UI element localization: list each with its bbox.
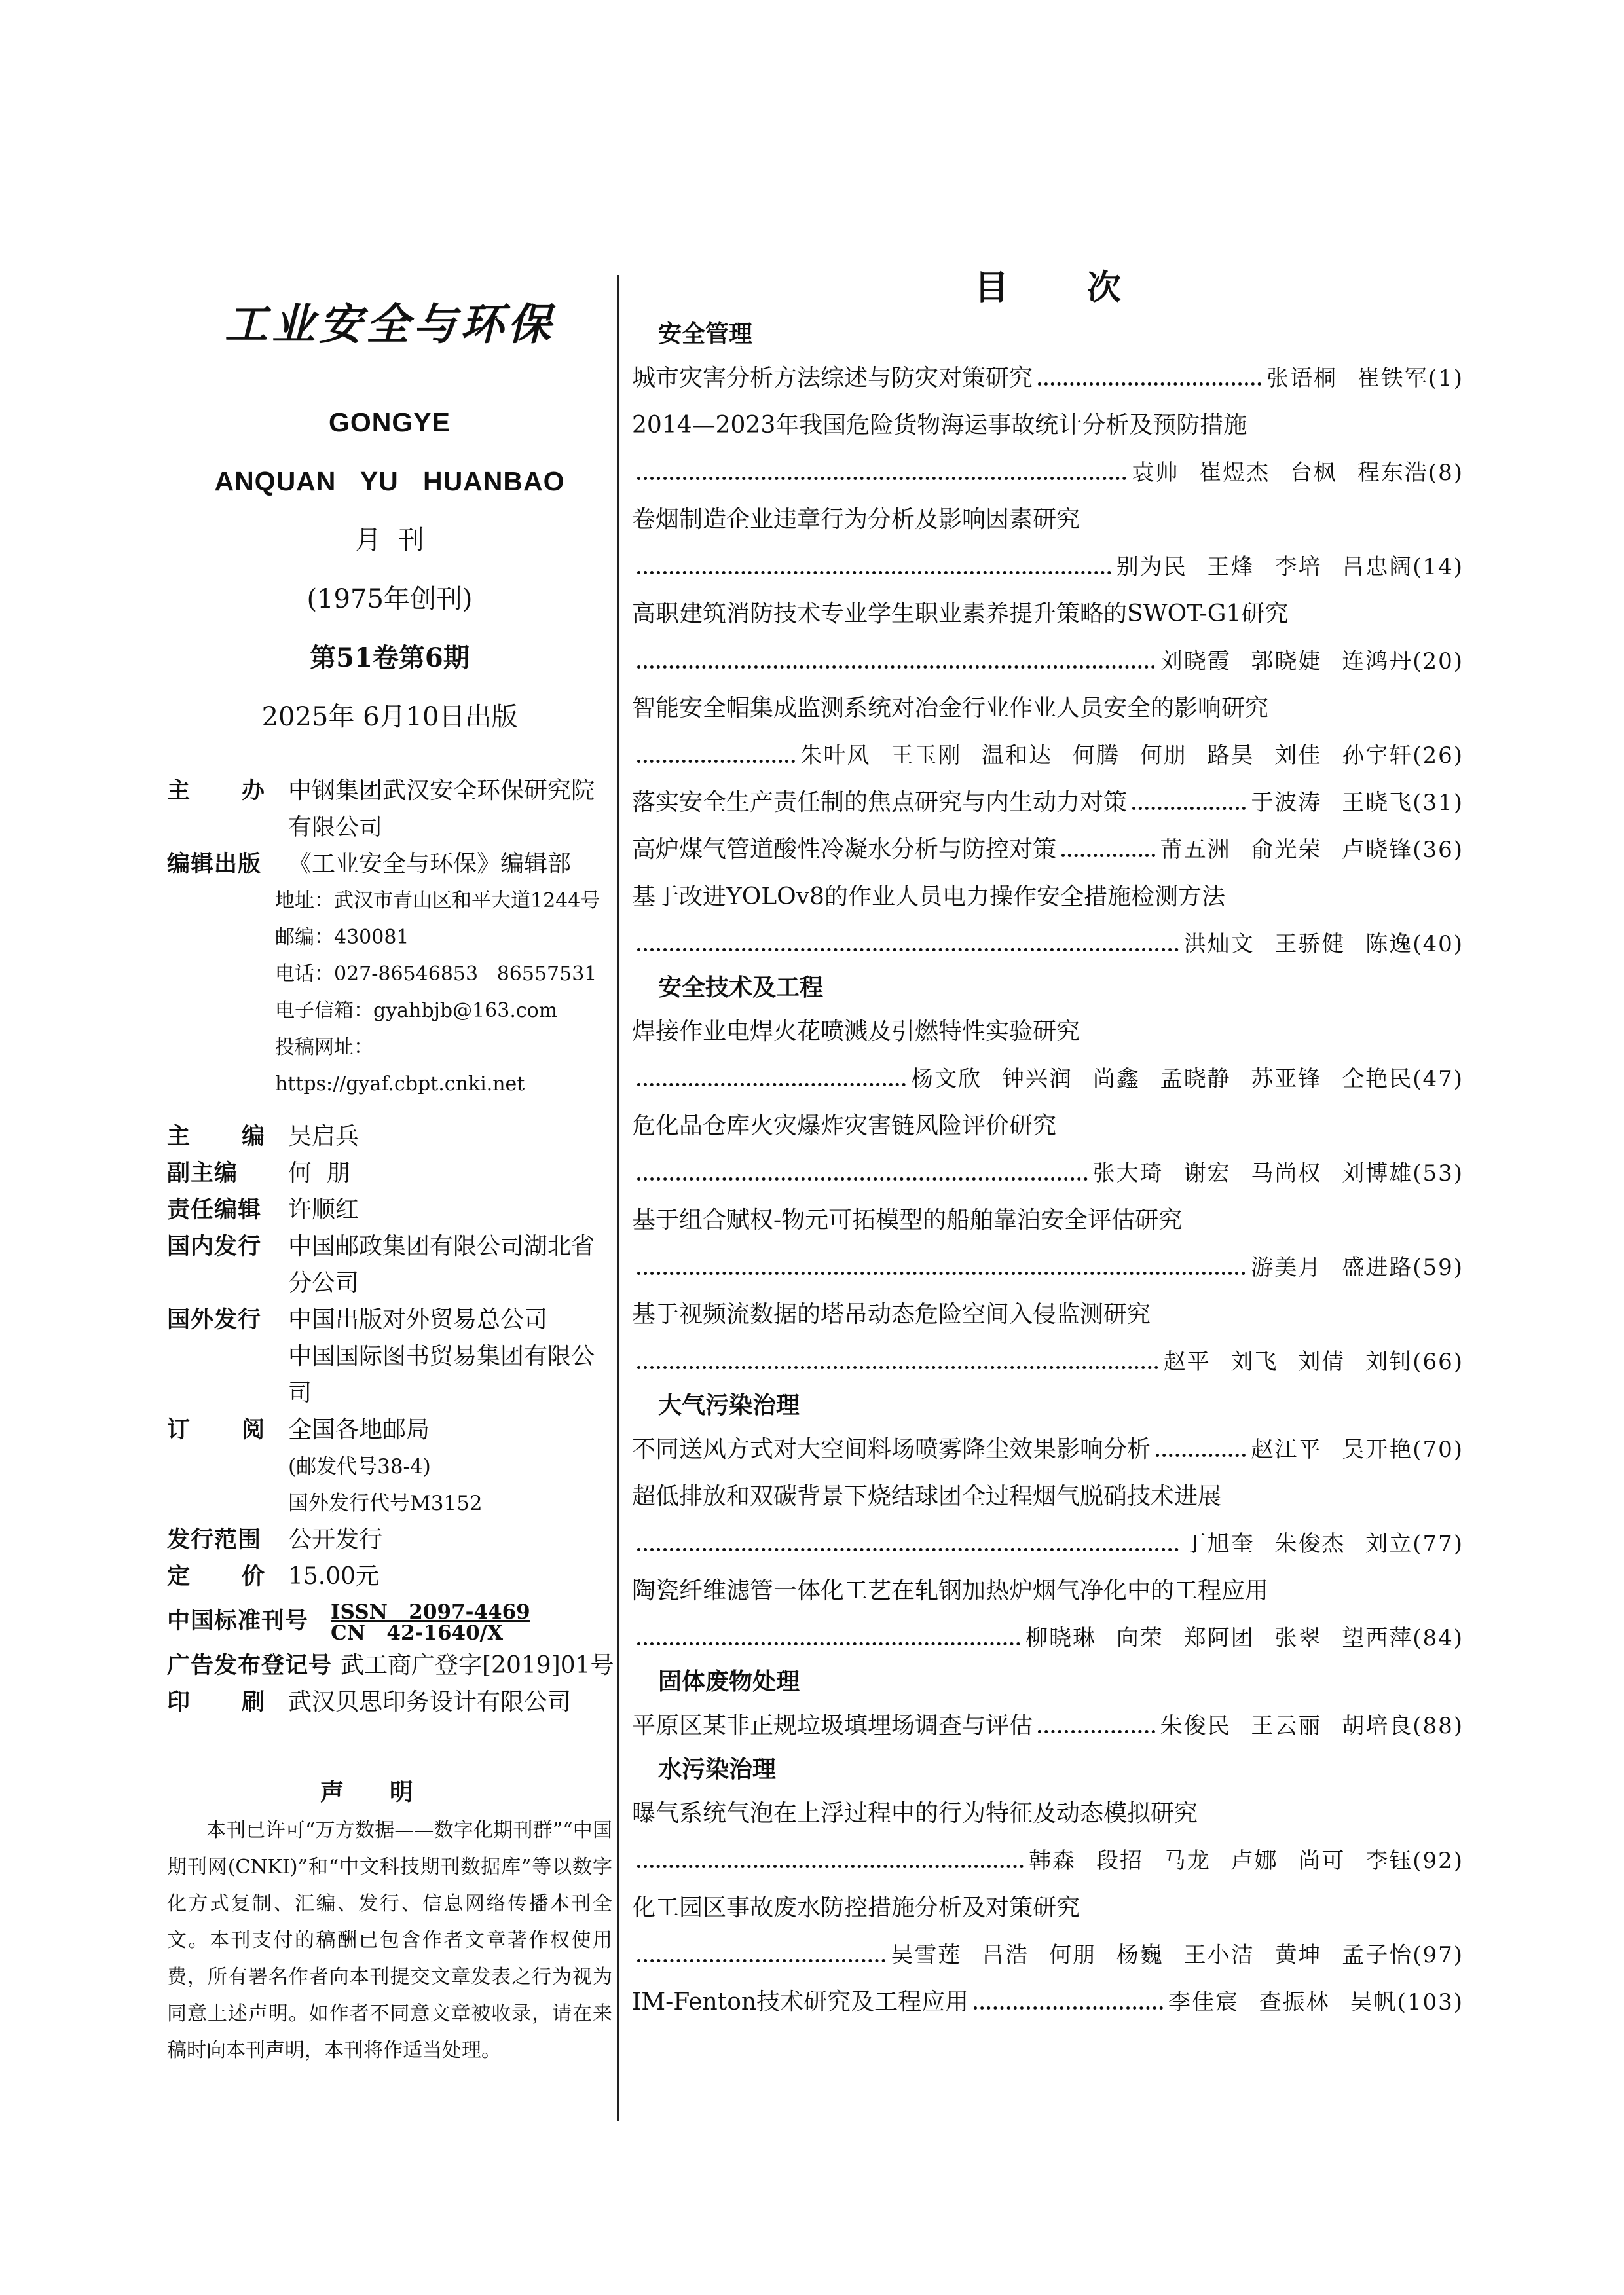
info-row-chief-editor: 主 编 吴启兵 [167,1123,360,1150]
info-row-printer: 印 刷 武汉贝思印务设计有限公司 [167,1689,572,1716]
toc-entry[interactable] [632,1426,1464,1473]
toc-entry[interactable] [632,1790,1464,1884]
volume-issue: 第51卷第6期 [310,642,470,673]
article-authors-page: 朱俊民 王云丽 胡培良(88) [1160,1713,1464,1739]
article-authors-page: 杨文欣 钟兴润 尚鑫 孟晓静 苏亚锋 仝艳民(47) [911,1066,1464,1092]
dot-leader [1038,1730,1155,1733]
email: 电子信箱：gyahbjb@163.com [275,999,558,1022]
article-authors-page: 丁旭奎 朱俊杰 刘立(77) [1183,1531,1464,1557]
article-authors-page: 吴雪莲 吕浩 何朋 杨巍 王小洁 黄坤 孟子怡(97) [891,1942,1464,1968]
dot-leader [637,1642,1020,1645]
article-title: 基于组合赋权-物元可拓模型的船舶靠泊安全评估研究 [632,1207,1183,1234]
pinyin-line-2: ANQUAN YU HUANBAO [214,466,565,496]
toc-entry[interactable] [632,1103,1464,1197]
journal-logo: 工业安全与环保 [225,299,555,350]
info-row-domestic-distribution: 国内发行 中国邮政集团有限公司湖北省 [167,1233,595,1260]
toc-entry[interactable] [632,1291,1464,1386]
info-row-deputy-editor: 副主编 何 朋 [167,1160,350,1186]
toc-entry[interactable] [632,1979,1464,2026]
website: 投稿网址：https://gyaf.cbpt.cnki.net [275,1036,525,1095]
dot-leader [974,2006,1163,2010]
article-authors-page: 张大琦 谢宏 马尚权 刘博雄(53) [1092,1160,1464,1186]
pinyin-line-1: GONGYE [329,407,451,437]
article-authors-page: 韩森 段招 马龙 卢娜 尚可 李钰(92) [1029,1848,1464,1874]
founded-year: (1975年创刊) [306,584,473,614]
address: 地址：武汉市青山区和平大道1244号 [275,889,600,912]
info-row-ad-license: 广告发布登记号 武工商广登字[2019]01号 [167,1652,614,1679]
article-title: 高炉煤气管道酸性冷凝水分析与防控对策 [632,836,1057,863]
statement-body: 本刊已许可“万方数据——数字化期刊群”“中国期刊网(CNKI)”和“中文科技期刊数据库”等以数字化方式复制、汇编、发行、信息网络传播本刊全文。本刊支付的稿酬已包含作者文章著作权使用费，所有署名作者向本刊提交文章发表之行为视为同意上述声明。如作者不同意文章被收录，请在来稿时向本刊声明，本刊将作适当处理。 [167,1819,612,2062]
dot-leader [637,1083,906,1086]
dot-leader [637,477,1126,480]
article-title: 危化品仓库火灾爆炸灾害链风险评价研究 [632,1112,1057,1139]
toc-entry[interactable] [632,779,1464,826]
dot-leader [637,1177,1088,1181]
info-row-foreign-distribution: 国外发行 中国出版对外贸易总公司 [167,1306,548,1333]
article-authors-page: 朱叶风 王玉刚 温和达 何腾 何朋 路昊 刘佳 孙宇轩(26) [800,743,1464,769]
dot-leader [637,571,1111,574]
info-row-editor: 编辑出版 《工业安全与环保》编辑部 [167,851,572,877]
dot-leader [637,1959,885,1962]
info-row-issn: 中国标准刊号 ISSN 2097-4469 CN 42-1640/X [167,1600,530,1645]
article-title: 陶瓷纤维滤管一体化工艺在轧钢加热炉烟气净化中的工程应用 [632,1577,1269,1604]
dot-leader [637,1548,1179,1551]
dot-leader [637,948,1179,951]
toc-section-heading: 安全管理 [658,321,753,348]
toc-entry[interactable] [632,355,1464,402]
info-row-sponsor: 主 办 中钢集团武汉安全环保研究院 [167,777,595,804]
publish-date: 2025年 6月10日出版 [261,702,518,732]
article-title: 超低排放和双碳背景下烧结球团全过程烟气脱硝技术进展 [632,1483,1222,1510]
article-authors-page: 别为民 王烽 李培 吕忠阔(14) [1116,554,1464,580]
article-title: 城市灾害分析方法综述与防灾对策研究 [632,365,1033,392]
dot-leader [1061,854,1155,857]
toc-entry[interactable] [632,1008,1464,1103]
toc-section-heading: 大气污染治理 [658,1392,800,1419]
postcode: 邮编：430081 [275,926,409,949]
toc-entry[interactable] [632,496,1464,591]
article-title: 基于改进YOLOv8的作业人员电力操作安全措施检测方法 [632,883,1225,910]
masthead-column [167,288,612,2069]
toc-section-heading: 安全技术及工程 [658,974,824,1001]
article-title: 不同送风方式对大空间料场喷雾降尘效果影响分析 [632,1436,1151,1463]
article-title: 平原区某非正规垃圾填埋场调查与评估 [632,1712,1033,1739]
dot-leader [1038,382,1261,386]
copyright-statement [167,1773,612,2069]
article-title: 化工园区事故废水防控措施分析及对策研究 [632,1894,1080,1921]
info-row-price: 定 价 15.00元 [167,1563,380,1590]
article-authors-page: 莆五洲 俞光荣 卢晓锋(36) [1160,837,1464,863]
article-authors-page: 柳晓琳 向荣 郑阿团 张翠 望西萍(84) [1025,1625,1464,1651]
toc-entry[interactable] [632,1702,1464,1750]
column-divider [617,275,619,2121]
toc-entry[interactable] [632,402,1464,496]
toc-entry[interactable] [632,1197,1464,1291]
article-authors-page: 洪灿文 王骄健 陈逸(40) [1183,931,1464,957]
phone: 电话：027-86546853 86557531 [275,963,597,985]
article-authors-page: 游美月 盛进路(59) [1251,1255,1464,1281]
article-authors-page: 袁帅 崔煜杰 台枫 程东浩(8) [1132,460,1464,486]
article-authors-page: 张语桐 崔铁军(1) [1266,365,1464,392]
article-title: IM-Fenton技术研究及工程应用 [632,1989,969,2015]
toc-entry[interactable] [632,685,1464,779]
toc-entry[interactable] [632,873,1464,968]
article-title: 焊接作业电焊火花喷溅及引燃特性实验研究 [632,1018,1080,1045]
article-title: 基于视频流数据的塔吊动态危险空间入侵监测研究 [632,1301,1151,1328]
article-title: 落实安全生产责任制的焦点研究与内生动力对策 [632,789,1128,816]
article-authors-page: 赵平 刘飞 刘倩 刘钊(66) [1163,1349,1464,1375]
info-row-subscription: 订 阅 全国各地邮局 [167,1416,430,1443]
article-title: 智能安全帽集成监测系统对冶金行业作业人员安全的影响研究 [632,695,1269,722]
dot-leader [637,665,1155,669]
article-title: 卷烟制造企业违章行为分析及影响因素研究 [632,506,1080,533]
publication-info: 主 办 中钢集团武汉安全环保研究院 有限公司 编辑出版 《工业安全与环保》编辑部 地址：武汉市青山区和平大道1244号 邮编：430081 电话：027-86546853 86557531 电子信箱：gyahbjb@163.com 投稿网址：https://gyaf.cbpt.cnki.net 主 编 吴启兵 副主编 何 朋 责任编辑 许顺红 国内发行 中国邮政集团有限公司湖北省 分公司 国外发行 中国出版对外贸易总公司 中国国际图书贸易集团有限公司 订 阅 全国各地邮局 (邮发代号38-4) 国外发行代号M3152 发行范围 公开发行 定 价 15.00元 中国标准刊号 ISSN 2097-4469 CN 42-1640/X 广告发布登记号 武工商广登字[2019]01号 印 刷 武汉贝思印务设计有限公司 [167,773,612,1721]
info-row-range: 发行范围 公开发行 [167,1526,383,1553]
article-authors-page: 赵江平 吴开艳(70) [1251,1437,1464,1463]
article-authors-page: 于波涛 王晓飞(31) [1251,790,1464,816]
toc-entry[interactable] [632,1473,1464,1568]
dot-leader [637,1272,1246,1275]
article-title: 2014—2023年我国危险货物海运事故统计分析及预防措施 [632,412,1247,439]
table-of-contents [632,262,1464,2026]
dot-leader [637,760,795,763]
frequency: 月 刊 [355,525,424,555]
article-authors-page: 李佳宸 查振林 吴帆(103) [1168,1989,1464,2015]
toc-entry[interactable] [632,591,1464,685]
toc-section-heading: 水污染治理 [658,1756,777,1783]
dot-leader [637,1865,1024,1868]
toc-entry[interactable] [632,1884,1464,1979]
dot-leader [1156,1454,1246,1457]
toc-section-heading: 固体废物处理 [658,1668,800,1695]
article-title: 高职建筑消防技术专业学生职业素养提升策略的SWOT-G1研究 [632,600,1289,627]
toc-entry[interactable] [632,1568,1464,1662]
dot-leader [1132,807,1246,810]
article-title: 曝气系统气泡在上浮过程中的行为特征及动态模拟研究 [632,1800,1198,1827]
issn-number: ISSN 2097-4469 CN 42-1640/X [331,1600,530,1645]
dot-leader [637,1366,1158,1369]
article-authors-page: 刘晓霞 郭晓婕 连鸿丹(20) [1160,648,1464,674]
toc-entry[interactable] [632,826,1464,873]
toc-title: 目次 [974,268,1200,308]
toc-body [632,314,1464,2026]
info-row-responsible-editor: 责任编辑 许顺红 [167,1196,360,1223]
statement-title: 声明 [320,1779,459,1806]
